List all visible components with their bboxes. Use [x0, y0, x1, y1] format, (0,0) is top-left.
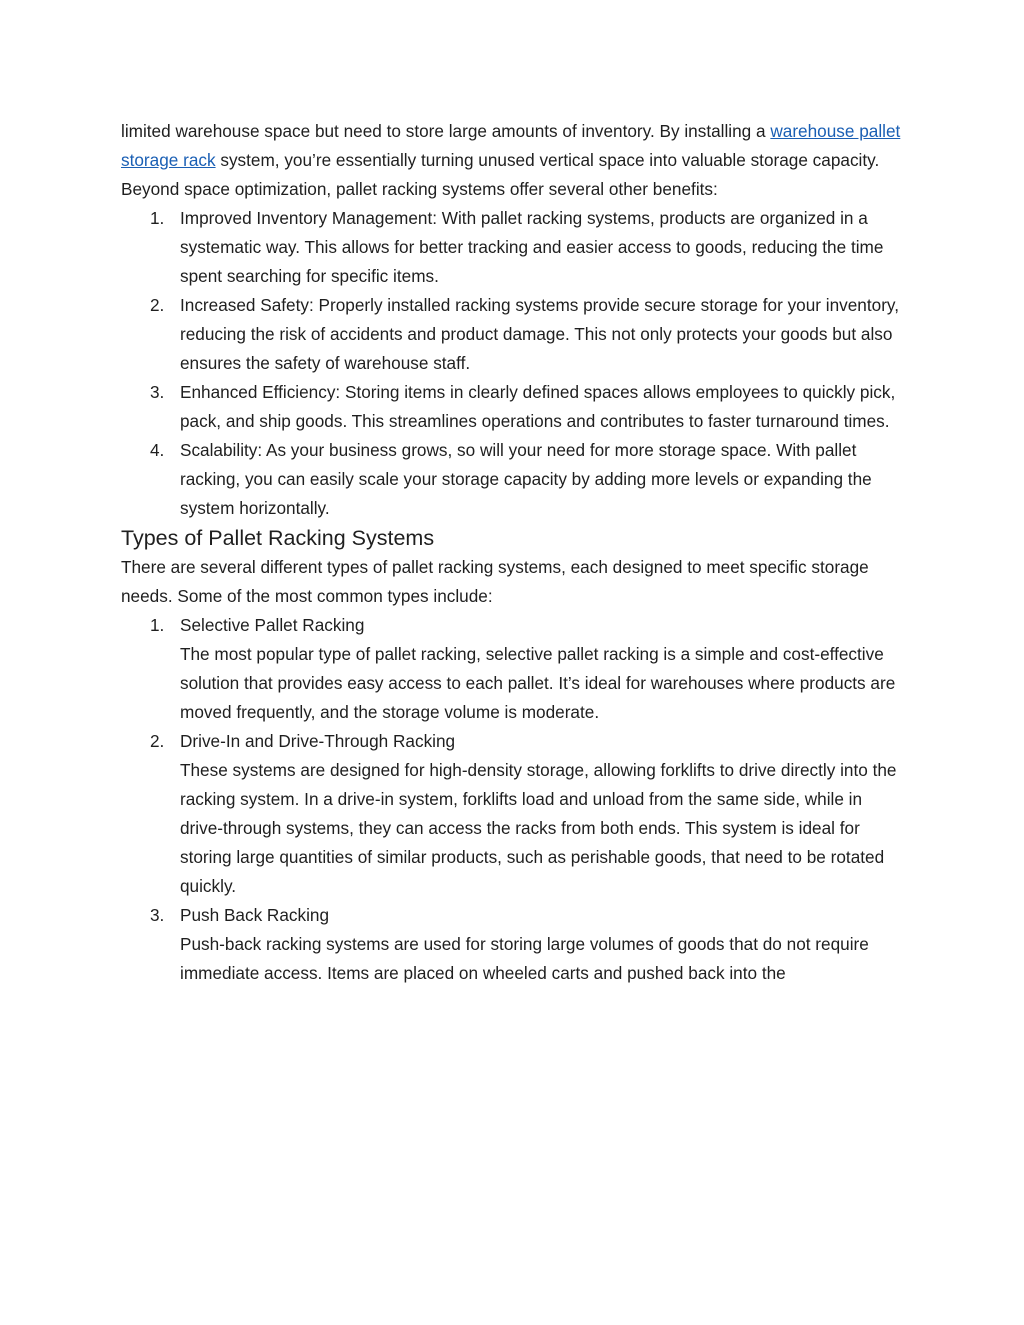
- document-page: [121, 117, 907, 988]
- list-item-text: Scalability: As your business grows, so will your need for more storage space. With pallet racking, you can easily scale your storage capacity by adding more levels or expanding the system horizontally.: [180, 440, 872, 518]
- types-list: [121, 611, 907, 988]
- list-item: [121, 611, 907, 727]
- list-item: [121, 436, 907, 523]
- list-number: 3.: [150, 382, 165, 402]
- list-item-text: Push-back racking systems are used for storing large volumes of goods that do not require immediate access. Items are placed on wheeled carts and pushed back into the: [180, 934, 869, 983]
- section-heading: Types of Pallet Racking Systems: [121, 526, 435, 550]
- list-number: 1.: [150, 615, 165, 635]
- intro-text-before-link: limited warehouse space but need to store large amounts of inventory. By installing a: [121, 121, 771, 141]
- intro-paragraph: [121, 117, 907, 175]
- list-number: 2.: [150, 295, 165, 315]
- list-item: [121, 727, 907, 901]
- types-intro-paragraph: There are several different types of pallet racking systems, each designed to meet specific storage needs. Some of the most common types include:: [121, 557, 869, 606]
- list-item-text: Improved Inventory Management: With pallet racking systems, products are organized in a systematic way. This allows for better tracking and easier access to goods, reducing the time spent searching for specific items.: [180, 208, 884, 286]
- warehouse-pallet-storage-rack-link[interactable]: warehouse pallet storage rack: [121, 121, 901, 170]
- benefits-intro-paragraph: Beyond space optimization, pallet racking systems offer several other benefits:: [121, 179, 718, 199]
- list-number: 4.: [150, 440, 165, 460]
- list-item-title: Drive-In and Drive-Through Racking: [180, 731, 456, 751]
- list-item-text: Enhanced Efficiency: Storing items in clearly defined spaces allows employees to quickly pick, pack, and ship goods. This streamlines operations and contributes to faster turnaround times.: [180, 382, 896, 431]
- list-item: [121, 291, 907, 378]
- list-number: 3.: [150, 905, 165, 925]
- list-item: [121, 204, 907, 291]
- list-item: [121, 901, 907, 988]
- list-number: 1.: [150, 208, 165, 228]
- list-item-text: These systems are designed for high-density storage, allowing forklifts to drive directly into the racking system. In a drive-in system, forklifts load and unload from the same side, while in drive-through systems, they can access the racks from both ends. This system is ideal for storing large quantities of similar products, such as perishable goods, that need to be rotated quickly.: [180, 760, 897, 896]
- list-number: 2.: [150, 731, 165, 751]
- list-item-text: The most popular type of pallet racking, selective pallet racking is a simple and cost-effective solution that provides easy access to each pallet. It’s ideal for warehouses where products are moved frequently, and the storage volume is moderate.: [180, 644, 896, 722]
- list-item: [121, 378, 907, 436]
- list-item-title: Push Back Racking: [180, 905, 330, 925]
- list-item-text: Increased Safety: Properly installed racking systems provide secure storage for your inventory, reducing the risk of accidents and product damage. This not only protects your goods but also ensures the safety of warehouse staff.: [180, 295, 900, 373]
- list-item-title: Selective Pallet Racking: [180, 615, 365, 635]
- benefits-list: [121, 204, 907, 523]
- intro-text-after-link: system, you’re essentially turning unused vertical space into valuable storage capacity.: [215, 150, 880, 170]
